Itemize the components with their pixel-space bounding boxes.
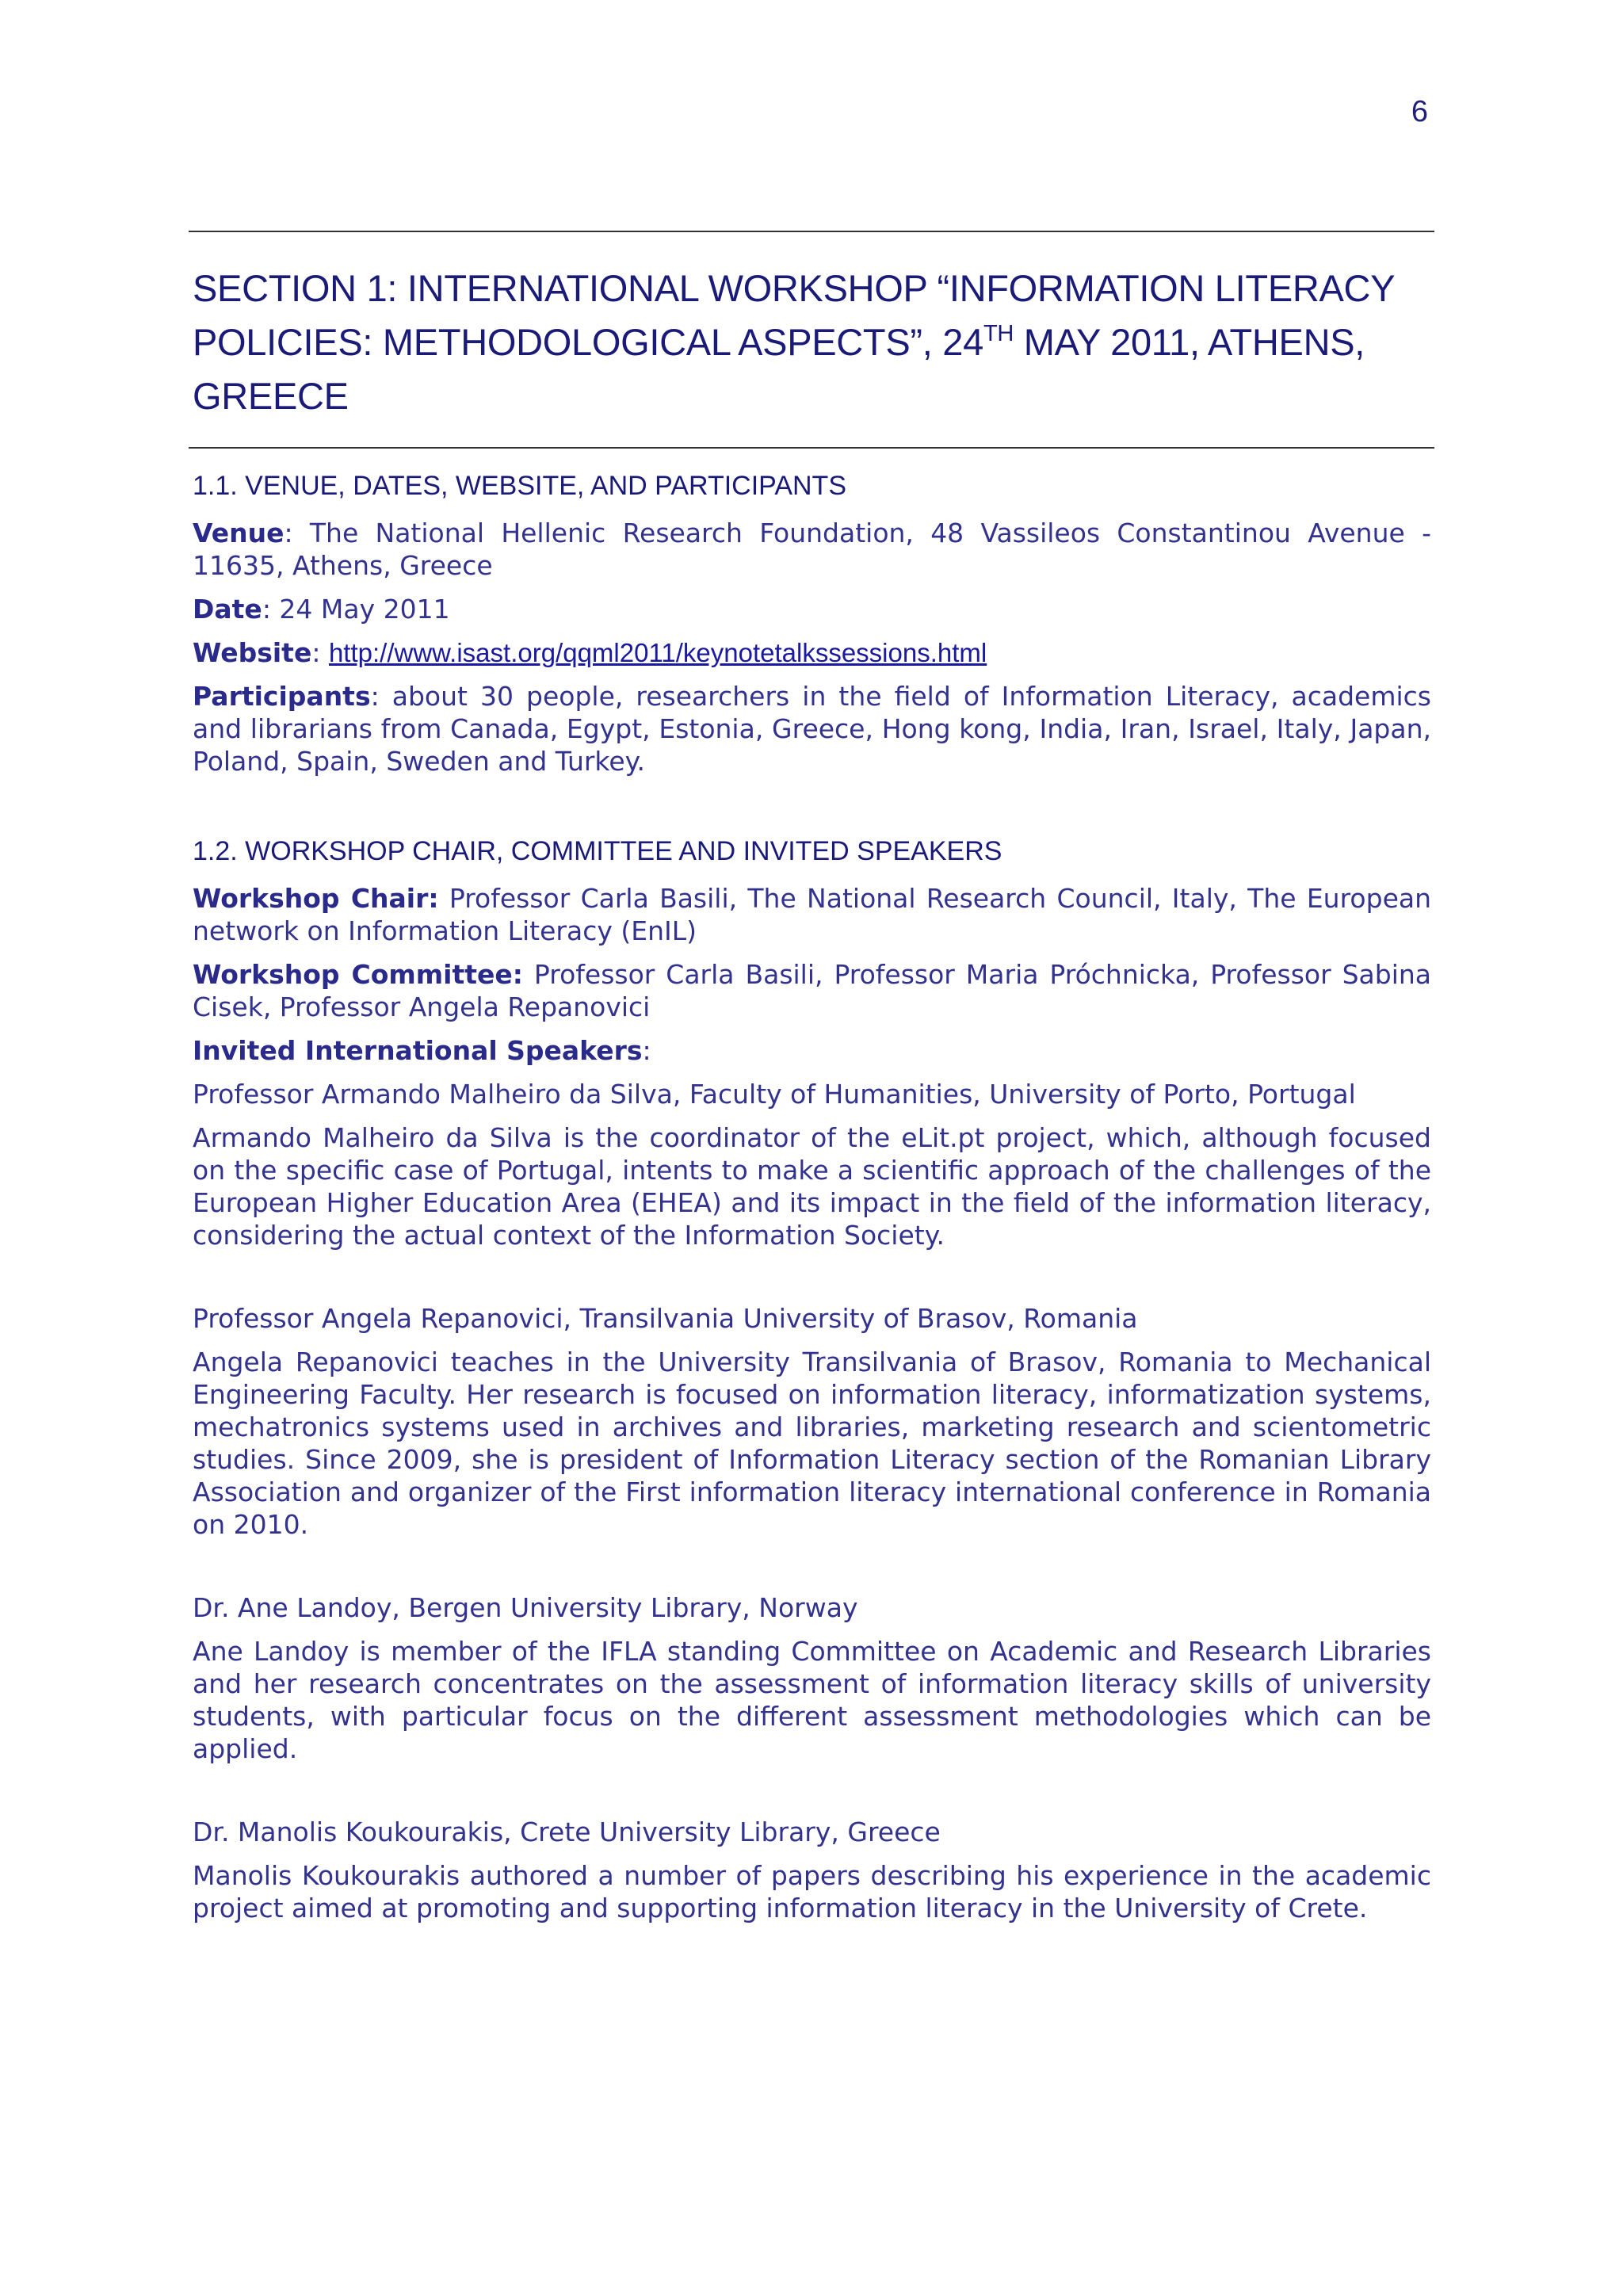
website-label: Website	[193, 637, 312, 668]
main-content	[193, 469, 1431, 1935]
top-divider	[189, 231, 1434, 232]
invited-speakers-colon: :	[642, 1035, 651, 1066]
date-label: Date	[193, 594, 262, 625]
invited-speakers-heading	[193, 1034, 1431, 1067]
speaker-name: Dr. Manolis Koukourakis, Crete University Library, Greece	[193, 1817, 941, 1847]
chair-label: Workshop Chair:	[193, 883, 439, 914]
page-number: 6	[1411, 95, 1428, 128]
section-title-superscript: TH	[983, 321, 1014, 346]
chair-paragraph	[193, 882, 1431, 947]
website-separator: :	[311, 637, 329, 668]
participants-value: : about 30 people, researchers in the field of Information Literacy, academics and librarians from Canada, Egypt, Estonia, Greece, Hong kong, India, Iran, Israel, Italy, Japan, Poland, Spain, Sweden and Turkey.	[193, 681, 1431, 777]
committee-heading: 1.2. WORKSHOP CHAIR, COMMITTEE AND INVITED SPEAKERS	[193, 836, 1002, 866]
speaker-name: Dr. Ane Landoy, Bergen University Library, Norway	[193, 1592, 858, 1623]
date-value: : 24 May 2011	[262, 594, 450, 625]
committee-label: Workshop Committee:	[193, 959, 523, 990]
committee-paragraph	[193, 958, 1431, 1023]
speaker-bio: Angela Repanovici teaches in the University Transilvania of Brasov, Romania to Mechanical Engineering Faculty. Her research is focused on information literacy, informatization systems, mechatronics systems used in archives and libraries, marketing research and scientometric studies. Since 2009, she is president of Information Literacy section of the Romanian Library Association and organizer of the First information literacy international conference in Romania on 2010.	[193, 1347, 1431, 1540]
venue-heading: 1.1. VENUE, DATES, WEBSITE, AND PARTICIPANTS	[193, 471, 846, 501]
section-title	[193, 262, 1437, 423]
bottom-divider	[189, 447, 1434, 449]
participants-paragraph	[193, 680, 1431, 777]
committee-value: Professor Carla Basili, Professor Maria Próchnicka, Professor Sabina Cisek, Professor Angela Repanovici	[193, 959, 1432, 1022]
participants-label: Participants	[193, 681, 371, 712]
section-title-tail: MAY 2011, ATHENS, GREECE	[193, 321, 1365, 417]
speaker-bio: Ane Landoy is member of the IFLA standing Committee on Academic and Research Libraries and her research concentrates on the assessment of information literacy skills of university students, with particular focus on the different assessment methodologies which can be applied.	[193, 1636, 1431, 1764]
speaker-bio: Armando Malheiro da Silva is the coordinator of the eLit.pt project, which, although focused on the specific case of Portugal, intents to make a scientific approach of the challenges of the European Higher Education Area (EHEA) and its impact in the field of the information literacy, considering the actual context of the Information Society.	[193, 1122, 1431, 1251]
date-paragraph	[193, 593, 1431, 625]
speaker-name: Professor Angela Repanovici, Transilvania University of Brasov, Romania	[193, 1303, 1138, 1334]
website-link[interactable]: http://www.isast.org/qqml2011/keynotetalkssessions.html	[328, 638, 987, 667]
section-title-main: SECTION 1: INTERNATIONAL WORKSHOP “INFORMATION LITERACY POLICIES: METHODOLOGICAL ASPECTS”, 24	[193, 267, 1395, 363]
speaker-name: Professor Armando Malheiro da Silva, Faculty of Humanities, University of Porto, Portugal	[193, 1079, 1356, 1110]
venue-label: Venue	[193, 518, 285, 548]
speaker-bio: Manolis Koukourakis authored a number of papers describing his experience in the academic project aimed at promoting and supporting information literacy in the University of Crete.	[193, 1860, 1431, 1924]
invited-speakers-label: Invited International Speakers	[193, 1035, 643, 1066]
chair-value: Professor Carla Basili, The National Research Council, Italy, The European network on Information Literacy (EnIL)	[193, 883, 1432, 946]
venue-paragraph	[193, 517, 1431, 582]
venue-value: : The National Hellenic Research Foundation, 48 Vassileos Constantinou Avenue - 11635, Athens, Greece	[193, 518, 1431, 581]
website-paragraph	[193, 636, 1431, 669]
